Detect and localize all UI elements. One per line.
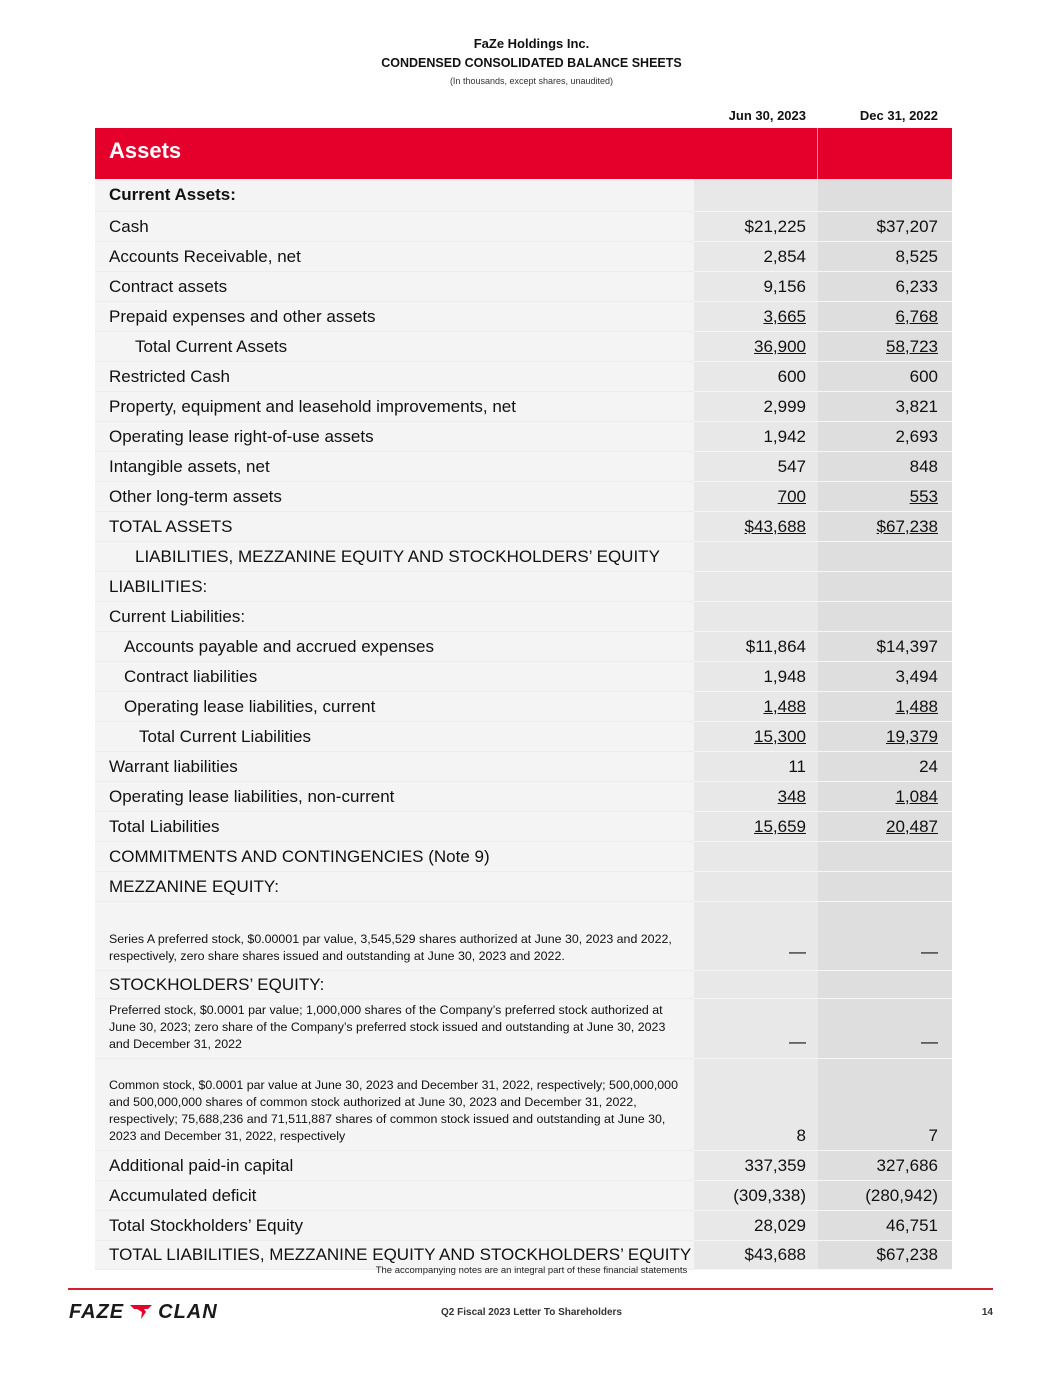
row-label: Current Liabilities: <box>95 602 694 632</box>
table-row <box>95 362 952 392</box>
footer-title: Q2 Fiscal 2023 Letter To Shareholders <box>441 1307 622 1318</box>
row-value-2023: (309,338) <box>694 1181 818 1211</box>
row-value-2022 <box>818 602 952 632</box>
row-label: Additional paid-in capital <box>95 1151 694 1181</box>
row-value-2023: 600 <box>694 362 818 392</box>
table-row <box>95 602 952 632</box>
row-label: Operating lease liabilities, current <box>95 692 694 722</box>
table-row <box>95 872 952 902</box>
table-row <box>95 179 952 212</box>
table-row <box>95 272 952 302</box>
row-label: Contract liabilities <box>95 662 694 692</box>
row-value-2022: 58,723 <box>886 336 938 356</box>
row-value-2022: 600 <box>818 362 952 392</box>
row-value-2023 <box>694 872 818 902</box>
row-value-2023: $43,688 <box>694 1241 818 1270</box>
assets-banner <box>95 128 952 179</box>
row-label: Common stock, $0.0001 par value at June 30, 2023 and December 31, 2022, respectively; 500,000,000 and 500,000,000 shares of common stock authorized at June 30, 2023 and December 31, 2022, respectively; 75,688,236 and 71,511,887 shares of common stock issued and outstanding at June 30, 2023 and December 31, 2022, respectively <box>95 1059 694 1151</box>
row-value-2022 <box>818 572 952 602</box>
row-value-2022 <box>818 971 952 999</box>
row-value-2023: 28,029 <box>694 1211 818 1241</box>
row-value-2022: 7 <box>818 1059 952 1151</box>
row-value-2023: 1,488 <box>763 696 806 716</box>
row-value-2022: $37,207 <box>818 212 952 242</box>
row-value-2023 <box>694 542 818 572</box>
row-label: Total Stockholders’ Equity <box>95 1211 694 1241</box>
row-value-2023: 15,659 <box>754 816 806 836</box>
row-label: Total Liabilities <box>95 812 694 842</box>
row-value-2022: — <box>818 999 952 1059</box>
row-value-2023: 2,999 <box>694 392 818 422</box>
row-label: COMMITMENTS AND CONTINGENCIES (Note 9) <box>95 842 694 872</box>
row-label: LIABILITIES: <box>95 572 694 602</box>
logo-word-left: FAZE <box>69 1300 125 1323</box>
row-label: LIABILITIES, MEZZANINE EQUITY AND STOCKHOLDERS’ EQUITY <box>95 542 694 572</box>
row-value-2023: 11 <box>694 752 818 782</box>
row-value-2023 <box>694 971 818 999</box>
table-row <box>95 662 952 692</box>
table-row <box>95 392 952 422</box>
table-row <box>95 542 952 572</box>
row-value-2022: 3,821 <box>818 392 952 422</box>
table-row <box>95 1059 952 1151</box>
assets-banner-title: Assets <box>109 138 182 163</box>
row-label: Prepaid expenses and other assets <box>95 302 694 332</box>
row-value-2023 <box>694 572 818 602</box>
row-value-2022: 6,233 <box>818 272 952 302</box>
page-number: 14 <box>981 1307 993 1318</box>
row-value-2023: — <box>694 999 818 1059</box>
row-value-2022: $67,238 <box>876 516 938 536</box>
table-row <box>95 242 952 272</box>
row-value-2022: — <box>818 902 952 971</box>
row-label: Property, equipment and leasehold improvements, net <box>95 392 694 422</box>
footnote: The accompanying notes are an integral part of these financial statements <box>375 1265 688 1276</box>
row-value-2022: 2,693 <box>818 422 952 452</box>
table-row <box>95 572 952 602</box>
row-value-2022: 3,494 <box>818 662 952 692</box>
row-value-2022: 24 <box>818 752 952 782</box>
row-value-2022: 8,525 <box>818 242 952 272</box>
row-label: Other long-term assets <box>95 482 694 512</box>
balance-sheet-table <box>95 128 952 1270</box>
row-label: Intangible assets, net <box>95 452 694 482</box>
row-value-2022: $67,238 <box>818 1241 952 1270</box>
row-value-2022 <box>818 872 952 902</box>
row-value-2023: 9,156 <box>694 272 818 302</box>
row-value-2023 <box>694 842 818 872</box>
row-value-2023: 8 <box>694 1059 818 1151</box>
row-label: Preferred stock, $0.0001 par value; 1,000,000 shares of the Company’s preferred stock authorized at June 30, 2023; zero share of the Company’s preferred stock issued and outstanding at June 30, 2023 and December 31, 2022 <box>95 999 694 1059</box>
row-label: Restricted Cash <box>95 362 694 392</box>
row-value-2023: 547 <box>694 452 818 482</box>
table-row <box>95 482 952 512</box>
row-value-2023: 3,665 <box>763 306 806 326</box>
row-label: Total Current Assets <box>95 332 694 362</box>
row-value-2022: 19,379 <box>886 726 938 746</box>
row-value-2023: 36,900 <box>754 336 806 356</box>
banner-divider <box>817 128 818 179</box>
table-row <box>95 212 952 242</box>
row-label: Accounts payable and accrued expenses <box>95 632 694 662</box>
row-value-2023: 348 <box>777 786 806 806</box>
table-row <box>95 1151 952 1181</box>
table-row <box>95 1181 952 1211</box>
table-row <box>95 812 952 842</box>
row-label: Series A preferred stock, $0.00001 par value, 3,545,529 shares authorized at June 30, 2023 and 2022, respectively, zero share shares issued and outstanding at June 30, 2023 and 2022. <box>95 902 694 971</box>
logo-word-right: CLAN <box>158 1300 218 1323</box>
row-value-2023: 337,359 <box>694 1151 818 1181</box>
table-row <box>95 512 952 542</box>
row-label: TOTAL ASSETS <box>95 512 694 542</box>
row-label: Total Current Liabilities <box>95 722 694 752</box>
row-value-2023: 2,854 <box>694 242 818 272</box>
row-value-2022: 46,751 <box>818 1211 952 1241</box>
row-value-2022: 327,686 <box>818 1151 952 1181</box>
table-row <box>95 332 952 362</box>
table-row <box>95 1211 952 1241</box>
row-value-2022 <box>818 842 952 872</box>
table-row <box>95 971 952 999</box>
row-value-2022: 1,488 <box>895 696 938 716</box>
row-value-2023: 700 <box>777 486 806 506</box>
table-row <box>95 842 952 872</box>
row-label: Accounts Receivable, net <box>95 242 694 272</box>
table-row <box>95 422 952 452</box>
row-label: STOCKHOLDERS’ EQUITY: <box>95 971 694 999</box>
row-value-2022: 553 <box>909 486 938 506</box>
row-value-2023: 1,942 <box>694 422 818 452</box>
row-value-2023: — <box>694 902 818 971</box>
row-value-2023 <box>694 602 818 632</box>
row-label: Contract assets <box>95 272 694 302</box>
table-row <box>95 452 952 482</box>
statement-title: CONDENSED CONSOLIDATED BALANCE SHEETS <box>381 56 682 70</box>
table-row <box>95 302 952 332</box>
table-row <box>95 782 952 812</box>
row-value-2022 <box>818 179 952 212</box>
row-value-2023: $11,864 <box>694 632 818 662</box>
row-label: Current Assets: <box>95 179 694 212</box>
row-value-2022: (280,942) <box>818 1181 952 1211</box>
row-value-2022: $14,397 <box>818 632 952 662</box>
table-row <box>95 692 952 722</box>
row-label: Cash <box>95 212 694 242</box>
row-value-2022 <box>818 542 952 572</box>
row-value-2022: 6,768 <box>895 306 938 326</box>
table-row <box>95 722 952 752</box>
row-value-2022: 848 <box>818 452 952 482</box>
table-row <box>95 999 952 1059</box>
row-label: Warrant liabilities <box>95 752 694 782</box>
column-header-jun-2023: Jun 30, 2023 <box>728 108 806 123</box>
row-value-2023: $21,225 <box>694 212 818 242</box>
footer-rule <box>68 1288 993 1290</box>
row-value-2023 <box>694 179 818 212</box>
table-row <box>95 752 952 782</box>
statement-subtitle: (In thousands, except shares, unaudited) <box>449 76 614 86</box>
company-name: FaZe Holdings Inc. <box>473 36 590 51</box>
column-header-dec-2022: Dec 31, 2022 <box>859 108 938 123</box>
row-value-2023: 1,948 <box>694 662 818 692</box>
row-value-2023: $43,688 <box>744 516 806 536</box>
row-label: MEZZANINE EQUITY: <box>95 872 694 902</box>
row-label: Accumulated deficit <box>95 1181 694 1211</box>
row-label: Operating lease liabilities, non-current <box>95 782 694 812</box>
row-value-2023: 15,300 <box>754 726 806 746</box>
row-label: TOTAL LIABILITIES, MEZZANINE EQUITY AND STOCKHOLDERS’ EQUITY <box>95 1241 694 1270</box>
row-value-2022: 1,084 <box>895 786 938 806</box>
table-row <box>95 632 952 662</box>
table-row <box>95 902 952 971</box>
row-label: Operating lease right-of-use assets <box>95 422 694 452</box>
row-value-2022: 20,487 <box>886 816 938 836</box>
